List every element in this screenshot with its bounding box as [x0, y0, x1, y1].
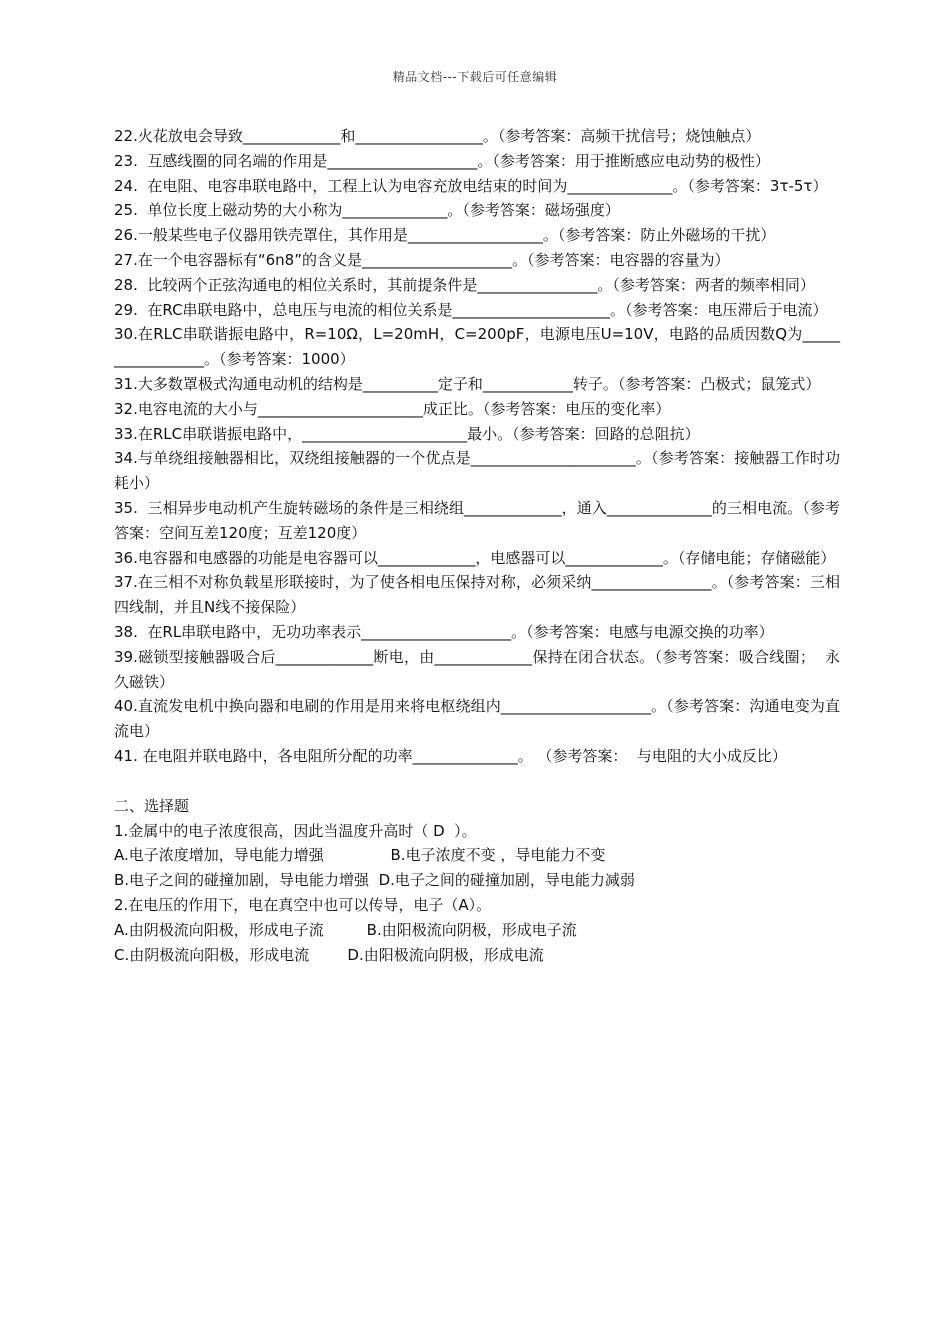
document-body	[114, 124, 840, 967]
question-39: 39.磁锁型接触器吸合后_____________断电，由_____________保持在闭合状态。（参考答案：吸合线圈； 永久磁铁）	[114, 647, 840, 691]
question-22: 22.火花放电会导致_____________和_________________。（参考答案：高频干扰信号；烧蚀触点）	[114, 127, 761, 145]
question-34: 34.与单绕组接触器相比，双绕组接触器的一个优点是______________________。（参考答案：接触器工作时功耗小）	[114, 449, 840, 493]
question-27: 27.在一个电容器标有“6n8”的含义是____________________。（参考答案：电容器的容量为）	[114, 250, 730, 269]
question-30: 30.在RLC串联谐振电路中，R=10Ω，L=20mH，C=200pF，电源电压U=10V，电路的品质因数Q为_________________。（参考答案：1000）	[114, 325, 840, 369]
question-28: 28. 比较两个正弦沟通电的相位关系时，其前提条件是________________。（参考答案：两者的频率相同）	[114, 275, 815, 294]
section-title: 二、选择题	[114, 796, 190, 815]
question-26: 26.一般某些电子仪器用铁壳罩住，其作用是__________________。（参考答案：防止外磁场的干扰）	[114, 226, 776, 245]
page-header: 精品文档---下载后可任意编辑	[392, 70, 558, 84]
question-23: 23. 互感线圈的同名端的作用是____________________。（参考答案：用于推断感应电动势的极性）	[114, 151, 770, 170]
section-spacer	[114, 769, 840, 794]
mc-question-2-stem: 2.在电压的作用下，电在真空中也可以传导，电子（A）。	[114, 895, 492, 914]
question-41: 41. 在电阻并联电路中，各电阻所分配的功率______________。 （参考答案： 与电阻的大小成反比）	[114, 746, 787, 765]
mc-question-1-options-row-1: A.电子浓度增加，导电能力增强 B.电子浓度不变 ，导电能力不变	[114, 846, 606, 865]
multiple-choice-section	[114, 794, 840, 968]
mc-question-2-options-row-2: C.由阴极流向阳极，形成电流 D.由阳极流向阴极，形成电流	[114, 945, 544, 964]
question-38: 38. 在RL串联电路中，无功功率表示____________________。（参考答案：电感与电源交换的功率）	[114, 622, 774, 641]
mc-question-1-options-row-2: B.电子之间的碰撞加剧，导电能力增强 D.电子之间的碰撞加剧，导电能力减弱	[114, 871, 635, 890]
question-25: 25. 单位长度上磁动势的大小称为______________。（参考答案：磁场强度）	[114, 201, 620, 220]
question-33: 33.在RLC串联谐振电路中，______________________最小。（参考答案：回路的总阻抗）	[114, 424, 700, 443]
question-32: 32.电容电流的大小与______________________成正比。（参考答案：电压的变化率）	[114, 399, 671, 418]
mc-question-2-options-row-1: A.由阴极流向阳极，形成电子流 B.由阳极流向阴极，形成电子流	[114, 920, 577, 939]
question-37: 37.在三相不对称负载星形联接时，为了使各相电压保持对称，必须采纳________________。（参考答案：三相四线制，并且N线不接保险）	[114, 573, 840, 617]
question-29: 29. 在RC串联电路中，总电压与电流的相位关系是_____________________。（参考答案：电压滞后于电流）	[114, 300, 828, 319]
mc-question-1-stem: 1.金属中的电子浓度很高，因此当温度升高时（ D ）。	[114, 821, 477, 840]
question-31: 31.大多数罩极式沟通电动机的结构是__________定子和____________转子。（参考答案：凸极式；鼠笼式）	[114, 374, 821, 393]
question-35: 35. 三相异步电动机产生旋转磁场的条件是三相绕组_____________，通入______________的三相电流。（参考答案：空间互差120度；互差120度）	[114, 498, 840, 542]
question-24: 24. 在电阻、电容串联电路中，工程上认为电容充放电结束的时间为______________。（参考答案：3τ-5τ）	[114, 176, 828, 195]
fill-in-questions	[114, 124, 840, 769]
question-36: 36.电容器和电感器的功能是电容器可以_____________，电感器可以_____________。（存储电能；存储磁能）	[114, 548, 836, 567]
question-40: 40.直流发电机中换向器和电刷的作用是用来将电枢绕组内____________________。（参考答案：沟通电变为直流电）	[114, 697, 840, 741]
